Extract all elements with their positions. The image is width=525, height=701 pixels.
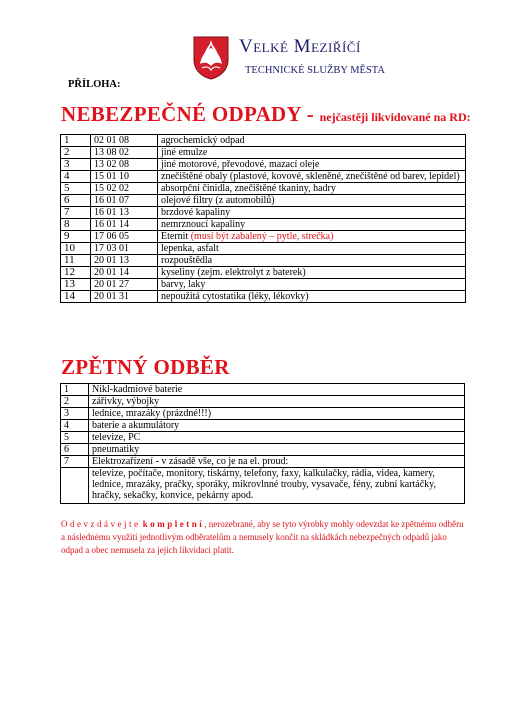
table-row [61, 468, 465, 504]
table-row [61, 147, 466, 159]
empty-cell [61, 468, 89, 504]
row-number: 3 [61, 159, 91, 171]
waste-description-cell [158, 135, 466, 147]
row-number: 9 [61, 231, 91, 243]
table-row [61, 420, 465, 432]
table-row [61, 279, 466, 291]
table-row [61, 183, 466, 195]
footer-text: , nerozebrané, aby se tyto výrobky mohly odevzdat ke zpětnému odběru a následnému využití jednotlivým odběratelům a nemusely končit na skládkách nebezpečných odpadů jako odpad a obec nemusela za jejich likvidaci platit. [61, 519, 464, 555]
waste-code: 16 01 07 [91, 195, 158, 207]
waste-description-cell [158, 255, 466, 267]
waste-code: 02 01 08 [91, 135, 158, 147]
table-row [61, 396, 465, 408]
waste-description: Eternit [161, 231, 191, 242]
table-row [61, 408, 465, 420]
table-row [61, 219, 466, 231]
take-back-item: baterie a akumulátory [89, 420, 465, 432]
waste-code: 20 01 31 [91, 291, 158, 303]
row-number: 4 [61, 171, 91, 183]
town-name: Velké Meziříčí [239, 36, 361, 57]
row-number: 5 [61, 432, 89, 444]
waste-code: 20 01 13 [91, 255, 158, 267]
waste-note: (musí být zabalený – pytle, strečka) [190, 231, 334, 242]
heading-dash: - [301, 102, 320, 126]
waste-description: lepenka, asfalt [161, 243, 219, 254]
waste-code: 16 01 14 [91, 219, 158, 231]
table-row [61, 456, 465, 468]
waste-description-cell [158, 159, 466, 171]
waste-description: olejové filtry (z automobilů) [161, 195, 275, 206]
table-row [61, 195, 466, 207]
waste-code: 15 02 02 [91, 183, 158, 195]
row-number: 4 [61, 420, 89, 432]
waste-description-cell [158, 207, 466, 219]
waste-description: nepoužitá cytostatika (léky, lékovky) [161, 291, 309, 302]
table-row [61, 444, 465, 456]
take-back-item: zářivky, výbojky [89, 396, 465, 408]
table-row [61, 384, 465, 396]
table-row [61, 291, 466, 303]
waste-description: nemrznoucí kapaliny [161, 219, 246, 230]
row-number: 8 [61, 219, 91, 231]
table-row [61, 135, 466, 147]
waste-code: 17 03 01 [91, 243, 158, 255]
waste-description: brzdové kapaliny [161, 207, 231, 218]
table-row [61, 267, 466, 279]
row-number: 1 [61, 135, 91, 147]
waste-code: 16 01 13 [91, 207, 158, 219]
table-row [61, 207, 466, 219]
waste-description-cell [158, 279, 466, 291]
city-coat-of-arms-logo [193, 36, 229, 80]
row-number: 2 [61, 147, 91, 159]
row-number: 6 [61, 444, 89, 456]
take-back-heading: ZPĚTNÝ ODBĚR [61, 355, 230, 379]
table-row [61, 231, 466, 243]
take-back-item: lednice, mrazáky (prázdné!!!) [89, 408, 465, 420]
attachment-label: PŘÍLOHA: [68, 79, 121, 90]
waste-description-cell [158, 267, 466, 279]
take-back-table [60, 383, 465, 504]
row-number: 11 [61, 255, 91, 267]
waste-description: kyseliny (zejm. elektrolyt z baterek) [161, 267, 306, 278]
waste-description-cell [158, 291, 466, 303]
waste-description-cell [158, 243, 466, 255]
row-number: 14 [61, 291, 91, 303]
row-number: 6 [61, 195, 91, 207]
waste-code: 20 01 27 [91, 279, 158, 291]
waste-code: 13 08 02 [91, 147, 158, 159]
waste-description-cell [158, 147, 466, 159]
waste-description-cell [158, 183, 466, 195]
organization-subtitle: TECHNICKÉ SLUŽBY MĚSTA [245, 65, 385, 76]
waste-description: rozpouštědla [161, 255, 213, 266]
table-row [61, 159, 466, 171]
footer-note [61, 518, 469, 557]
row-number: 7 [61, 456, 89, 468]
waste-code: 13 02 08 [91, 159, 158, 171]
waste-description: jiné motorové, převodové, mazací oleje [161, 159, 320, 170]
waste-description: agrochemický odpad [161, 135, 245, 146]
waste-code: 17 06 05 [91, 231, 158, 243]
footer-bold-word: kompletní [142, 519, 205, 529]
hazardous-waste-table [60, 134, 466, 303]
waste-code: 20 01 14 [91, 267, 158, 279]
row-number: 12 [61, 267, 91, 279]
electro-devices-list: televize, počítače, monitory, tiskárny, telefony, faxy, kalkulačky, rádia, videa, kamery, lednice, mrazáky, pračky, sporáky, mikrovlnné trouby, vysavače, fény, zubní kartáčky, hračky, sekačky, konvice, pekárny apod. [89, 468, 465, 504]
row-number: 7 [61, 207, 91, 219]
row-number: 13 [61, 279, 91, 291]
waste-description: jiné emulze [161, 147, 208, 158]
row-number: 2 [61, 396, 89, 408]
row-number: 10 [61, 243, 91, 255]
waste-description-cell [158, 231, 466, 243]
footer-spaced-word: Odevzdávejte [61, 519, 141, 529]
waste-description-cell [158, 195, 466, 207]
take-back-item: Nikl-kadmiové baterie [89, 384, 465, 396]
waste-description: znečištěné obaly (plastové, kovové, skleněné, znečištěné od barev, lepidel) [161, 171, 460, 182]
table-row [61, 432, 465, 444]
waste-code: 15 01 10 [91, 171, 158, 183]
table-row [61, 171, 466, 183]
waste-description: barvy, laky [161, 279, 206, 290]
waste-description: absorpční činidla, znečištěné tkaniny, hadry [161, 183, 336, 194]
waste-description-cell [158, 219, 466, 231]
table-row [61, 255, 466, 267]
hazardous-waste-heading [61, 102, 471, 127]
take-back-item: Elektrozařízení - v zásadě vše, co je na el. proud: [89, 456, 465, 468]
waste-description-cell [158, 171, 466, 183]
hazardous-waste-title: NEBEZPEČNÉ ODPADY [61, 102, 302, 126]
hazardous-waste-subtitle: nejčastěji likvidované na RD: [319, 110, 471, 124]
row-number: 5 [61, 183, 91, 195]
take-back-item: televize, PC [89, 432, 465, 444]
table-row [61, 243, 466, 255]
row-number: 3 [61, 408, 89, 420]
take-back-item: pneumatiky [89, 444, 465, 456]
row-number: 1 [61, 384, 89, 396]
